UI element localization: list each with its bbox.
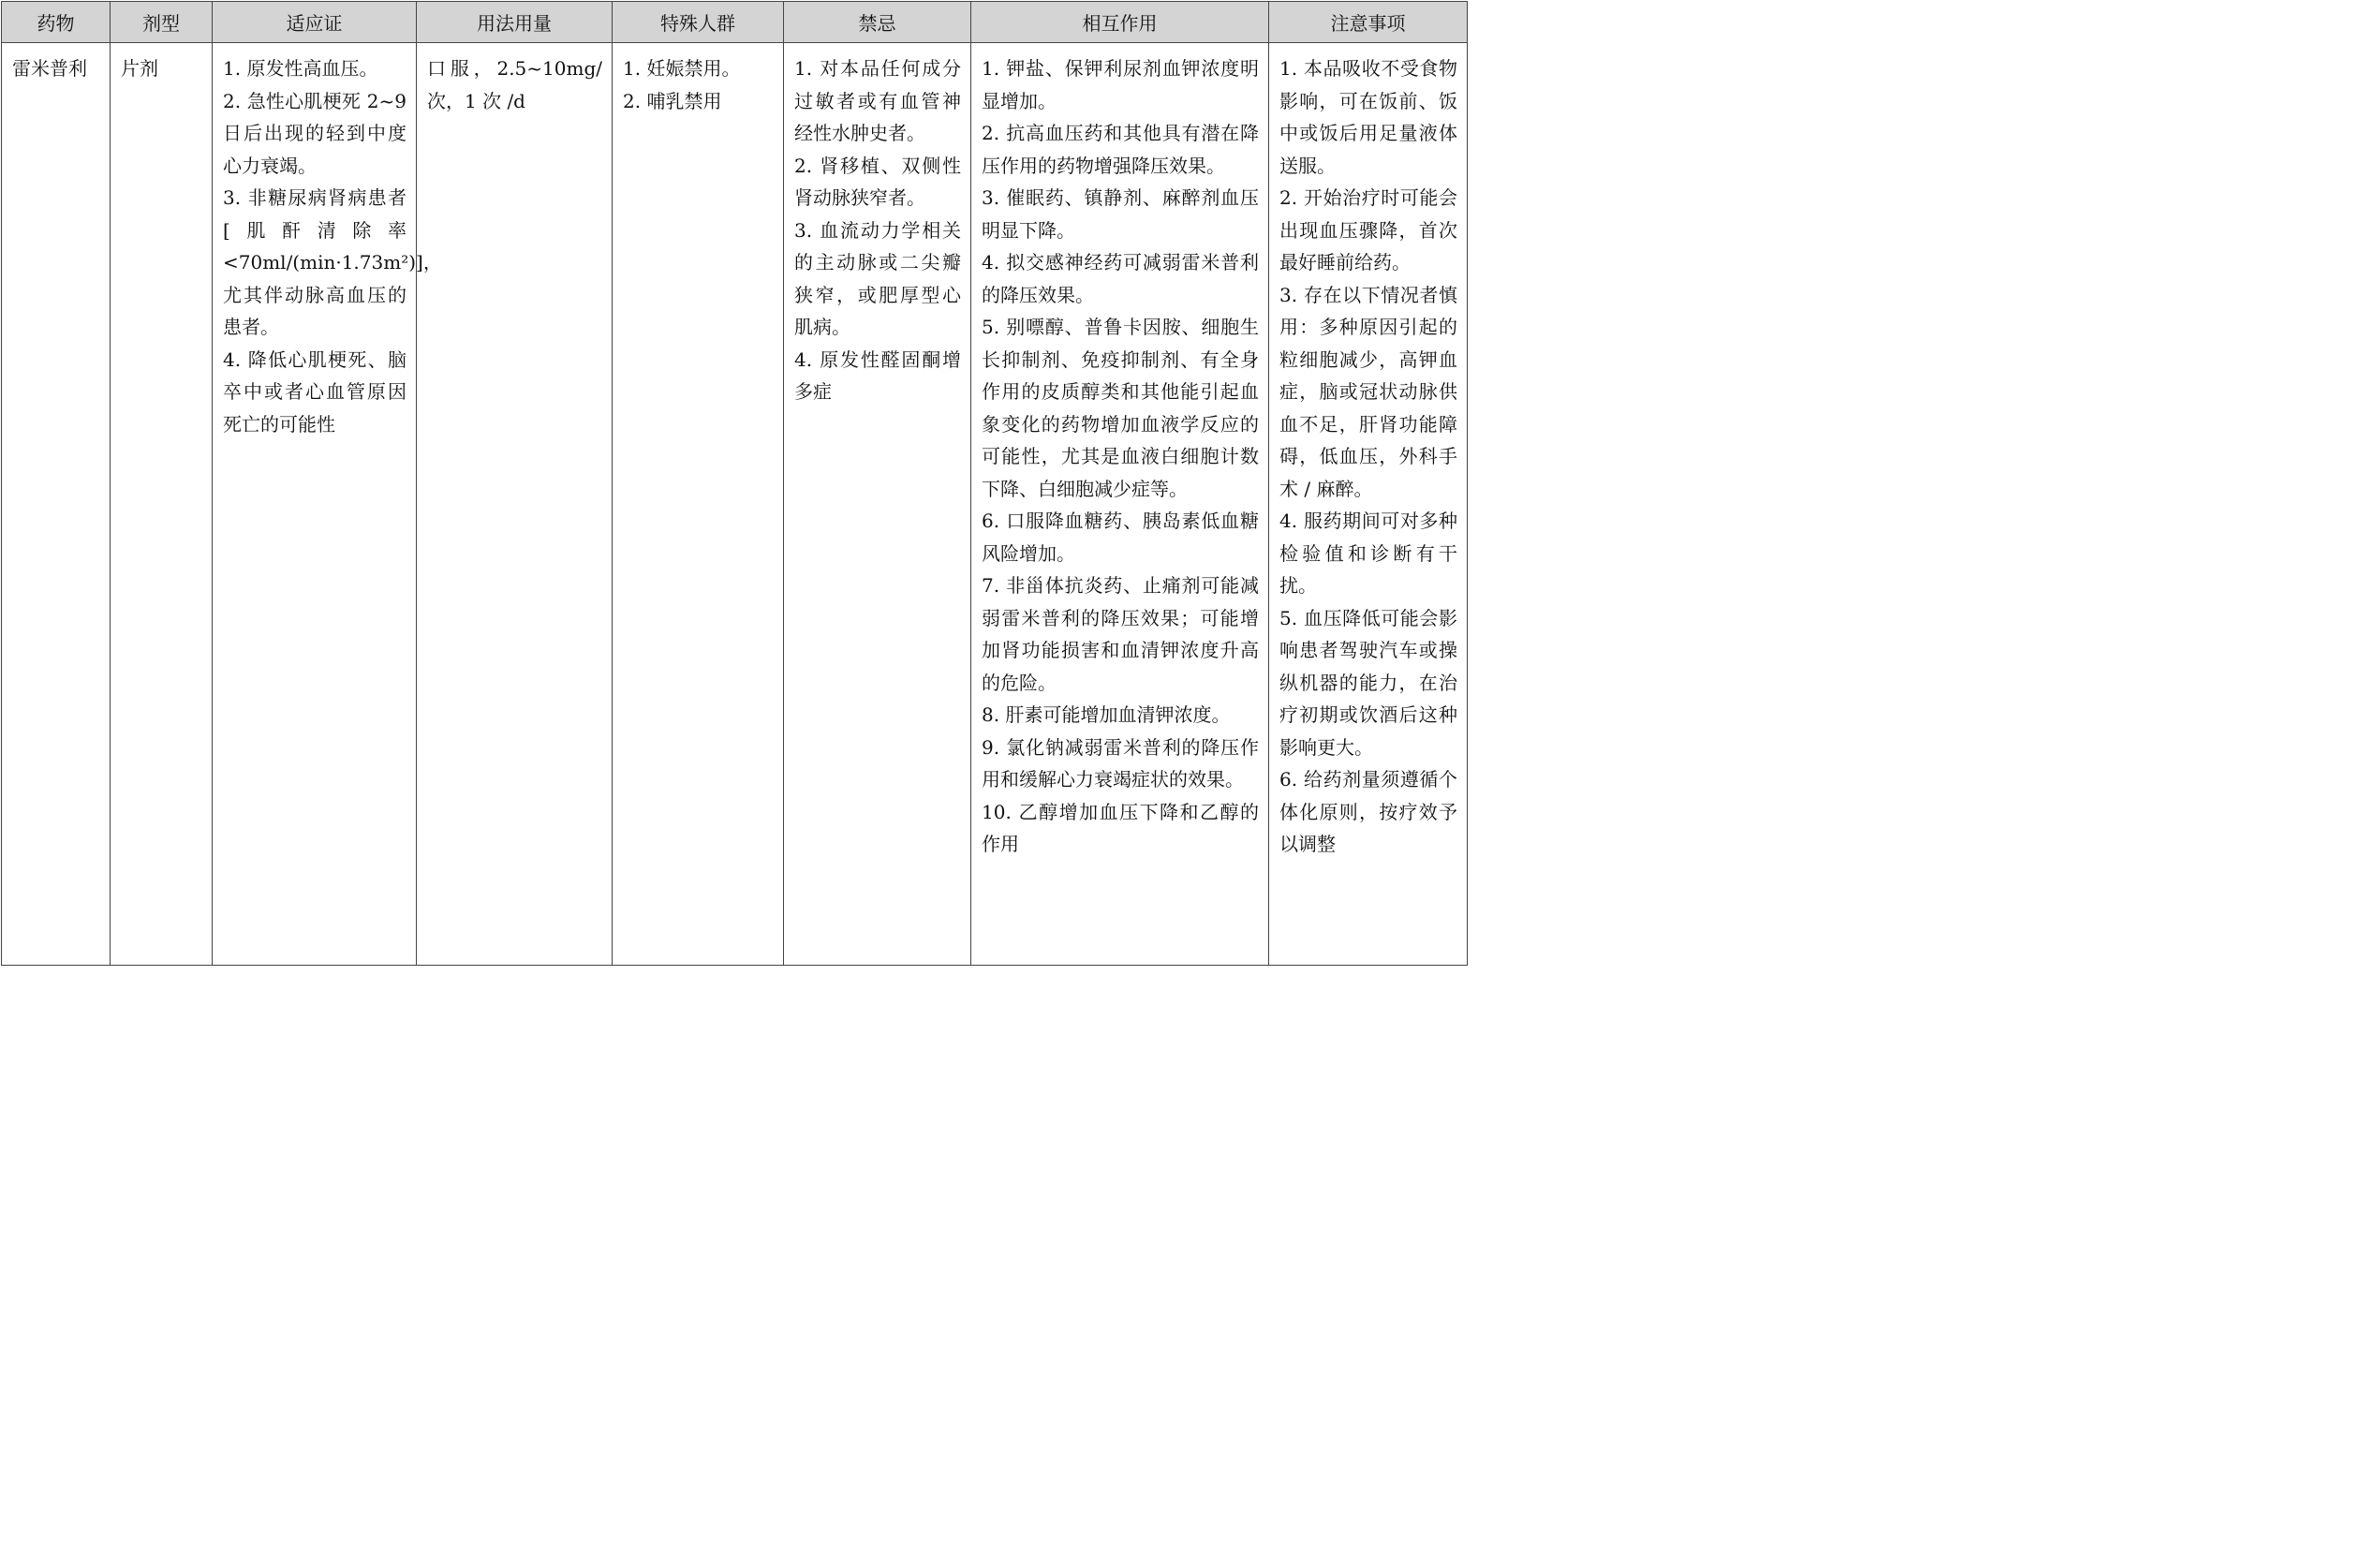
- interaction-item: 5. 别嘌醇、普鲁卡因胺、细胞生长抑制剂、免疫抑制剂、有全身作用的皮质醇类和其他能引起血象变化的药物增加血液学反应的可能性，尤其是血液白细胞计数下降、白细胞减少症等。: [982, 316, 1259, 500]
- header-dosage-form: 剂型: [111, 2, 213, 43]
- cell-dosage-form: 片剂: [111, 43, 213, 966]
- header-row: [2, 2, 1468, 43]
- header-special-population: 特殊人群: [613, 2, 784, 43]
- interaction-item: 10. 乙醇增加血压下降和乙醇的作用: [982, 800, 1259, 855]
- indication-item: 3. 非糖尿病肾病患者[肌酐清除率 <70ml/(min·1.73m²)]，尤其伴动脉高血压的患者。: [223, 186, 442, 338]
- header-drug: 药物: [2, 2, 111, 43]
- interaction-item: 9. 氯化钠减弱雷米普利的降压作用和缓解心力衰竭症状的效果。: [982, 735, 1259, 791]
- cell-drug: 雷米普利: [2, 43, 111, 966]
- precaution-item: 5. 血压降低可能会影响患者驾驶汽车或操纵机器的能力，在治疗初期或饮酒后这种影响更大。: [1279, 606, 1457, 759]
- precaution-item: 4. 服药期间可对多种检验值和诊断有干扰。: [1279, 510, 1457, 597]
- indication-item: 1. 原发性高血压。: [223, 57, 378, 80]
- cell-indications: [213, 43, 442, 966]
- special-population-item: 1. 妊娠禁用。: [623, 57, 741, 80]
- contraindication-item: 3. 血流动力学相关的主动脉或二尖瓣狭窄，或肥厚型心肌病。: [794, 218, 961, 338]
- cell-usage-dosage: 口服，2.5~10mg/ 次，1 次 /d: [417, 43, 613, 966]
- precaution-item: 2. 开始治疗时可能会出现血压骤降，首次最好睡前给药。: [1279, 186, 1457, 273]
- table-row: [2, 43, 1468, 966]
- contraindication-item: 4. 原发性醛固酮增多症: [794, 347, 961, 403]
- cell-precautions: [1269, 43, 1468, 966]
- interaction-item: 2. 抗高血压药和其他具有潜在降压作用的药物增强降压效果。: [982, 122, 1259, 177]
- interaction-item: 1. 钾盐、保钾利尿剂血钾浓度明显增加。: [982, 57, 1259, 112]
- interaction-item: 4. 拟交感神经药可减弱雷米普利的降压效果。: [982, 251, 1259, 306]
- indication-item: 4. 降低心肌梗死、脑卒中或者心血管原因死亡的可能性: [223, 347, 407, 436]
- cell-special-population: [613, 43, 784, 966]
- precaution-item: 3. 存在以下情况者慎用：多种原因引起的粒细胞减少，高钾血症，脑或冠状动脉供血不足，肝肾功能障碍，低血压，外科手术 / 麻醉。: [1279, 283, 1457, 500]
- precaution-item: 6. 给药剂量须遵循个体化原则，按疗效予以调整: [1279, 768, 1457, 855]
- header-usage-dosage: 用法用量: [417, 2, 613, 43]
- indication-item: 2. 急性心肌梗死 2~9 日后出现的轻到中度心力衰竭。: [223, 89, 407, 177]
- interaction-item: 6. 口服降血糖药、胰岛素低血糖风险增加。: [982, 510, 1259, 565]
- cell-contraindications: [784, 43, 971, 966]
- contraindication-item: 1. 对本品任何成分过敏者或有血管神经性水肿史者。: [794, 57, 961, 144]
- cell-interactions: [971, 43, 1269, 966]
- special-population-item: 2. 哺乳禁用: [623, 89, 722, 112]
- interaction-item: 7. 非甾体抗炎药、止痛剂可能减弱雷米普利的降压效果；可能增加肾功能损害和血清钾浓度升高的危险。: [982, 574, 1259, 694]
- drug-info-table: [1, 1, 1468, 966]
- header-interactions: 相互作用: [971, 2, 1269, 43]
- interaction-item: 8. 肝素可能增加血清钾浓度。: [982, 703, 1231, 726]
- header-precautions: 注意事项: [1269, 2, 1468, 43]
- precaution-item: 1. 本品吸收不受食物影响，可在饭前、饭中或饭后用足量液体送服。: [1279, 57, 1457, 177]
- header-contraindications: 禁忌: [784, 2, 971, 43]
- header-indications: 适应证: [213, 2, 417, 43]
- contraindication-item: 2. 肾移植、双侧性肾动脉狭窄者。: [794, 154, 961, 209]
- interaction-item: 3. 催眠药、镇静剂、麻醉剂血压明显下降。: [982, 186, 1259, 242]
